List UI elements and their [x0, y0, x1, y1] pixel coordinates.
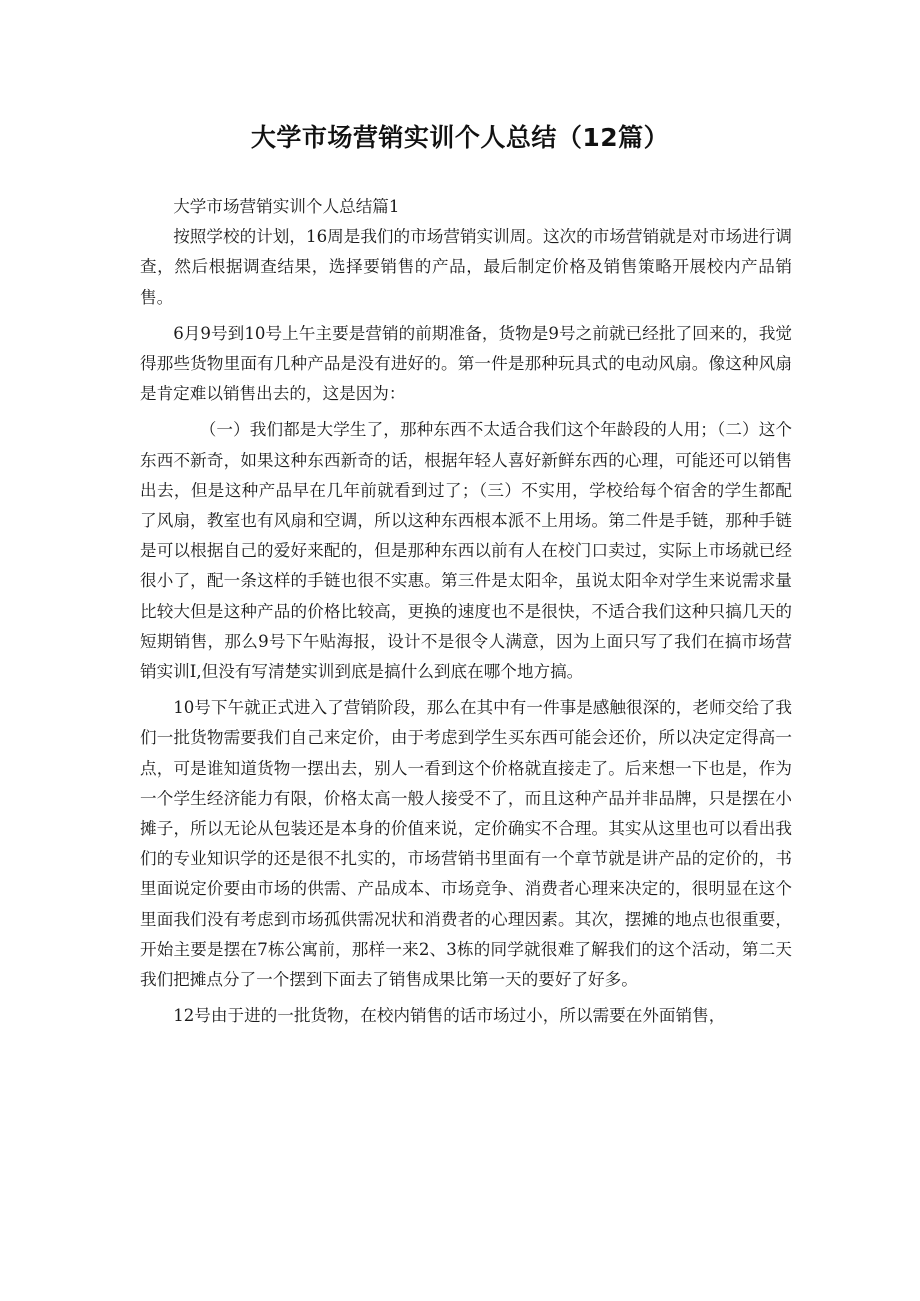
paragraph: （一）我们都是大学生了，那种东西不太适合我们这个年龄段的人用；（二）这个东西不新奇，如果这种东西新奇的话，根据年轻人喜好新鲜东西的心理，可能还可以销售出去，但是这种产品早在几年前就看到过了；（三）不实用，学校给每个宿舍的学生都配了风扇，教室也有风扇和空调，所以这种东西根本派不上用场。第二件是手链，那种手链是可以根据自己的爱好来配的，但是那种东西以前有人在校门口卖过，实际上市场就已经很小了，配一条这样的手链也很不实惠。第三件是太阳伞，虽说太阳伞对学生来说需求量比较大但是这种产品的价格比较高，更换的速度也不是很快，不适合我们这种只搞几天的短期销售，那么9号下午贴海报，设计不是很令人满意，因为上面只写了我们在搞市场营销实训I,但没有写清楚实训到底是搞什么到底在哪个地方搞。 — [140, 420, 792, 682]
document-title: 大学市场营销实训个人总结（12篇） — [250, 123, 670, 152]
paragraph: 10号下午就正式进入了营销阶段，那么在其中有一件事是感触很深的，老师交给了我们一批货物需要我们自己来定价，由于考虑到学生买东西可能会还价，所以决定定得高一点，可是谁知道货物一摆出去，别人一看到这个价格就直接走了。后来想一下也是，作为一个学生经济能力有限，价格太高一般人接受不了，而且这种产品并非品牌，只是摆在小摊子，所以无论从包装还是本身的价值来说，定价确实不合理。其实从这里也可以看出我们的专业知识学的还是很不扎实的，市场营销书里面有一个章节就是讲产品的定价的，书里面说定价要由市场的供需、产品成本、市场竞争、消费者心理来决定的，很明显在这个里面我们没有考虑到市场孤供需况状和消费者的心理因素。其次，摆摊的地点也很重要，开始主要是摆在7栋公寓前，那样一来2、3栋的同学就很难了解我们的这个活动，第二天我们把摊点分了一个摆到下面去了销售成果比第一天的要好了好多。 — [140, 698, 792, 990]
paragraph: 按照学校的计划，16周是我们的市场营销实训周。这次的市场营销就是对市场进行调查，然后根据调查结果，选择要销售的产品，最后制定价格及销售策略开展校内产品销售。 — [140, 227, 792, 307]
paragraph: 12号由于进的一批货物，在校内销售的话市场过小，所以需要在外面销售， — [173, 1006, 726, 1026]
document-body — [140, 192, 792, 1031]
paragraph: 6月9号到10号上午主要是营销的前期准备，货物是9号之前就已经批了回来的，我觉得那些货物里面有几种产品是没有进好的。第一件是那种玩具式的电动风扇。像这种风扇是肯定难以销售出去的，这是因为： — [140, 323, 792, 404]
section-heading: 大学市场营销实训个人总结篇1 — [173, 197, 400, 216]
